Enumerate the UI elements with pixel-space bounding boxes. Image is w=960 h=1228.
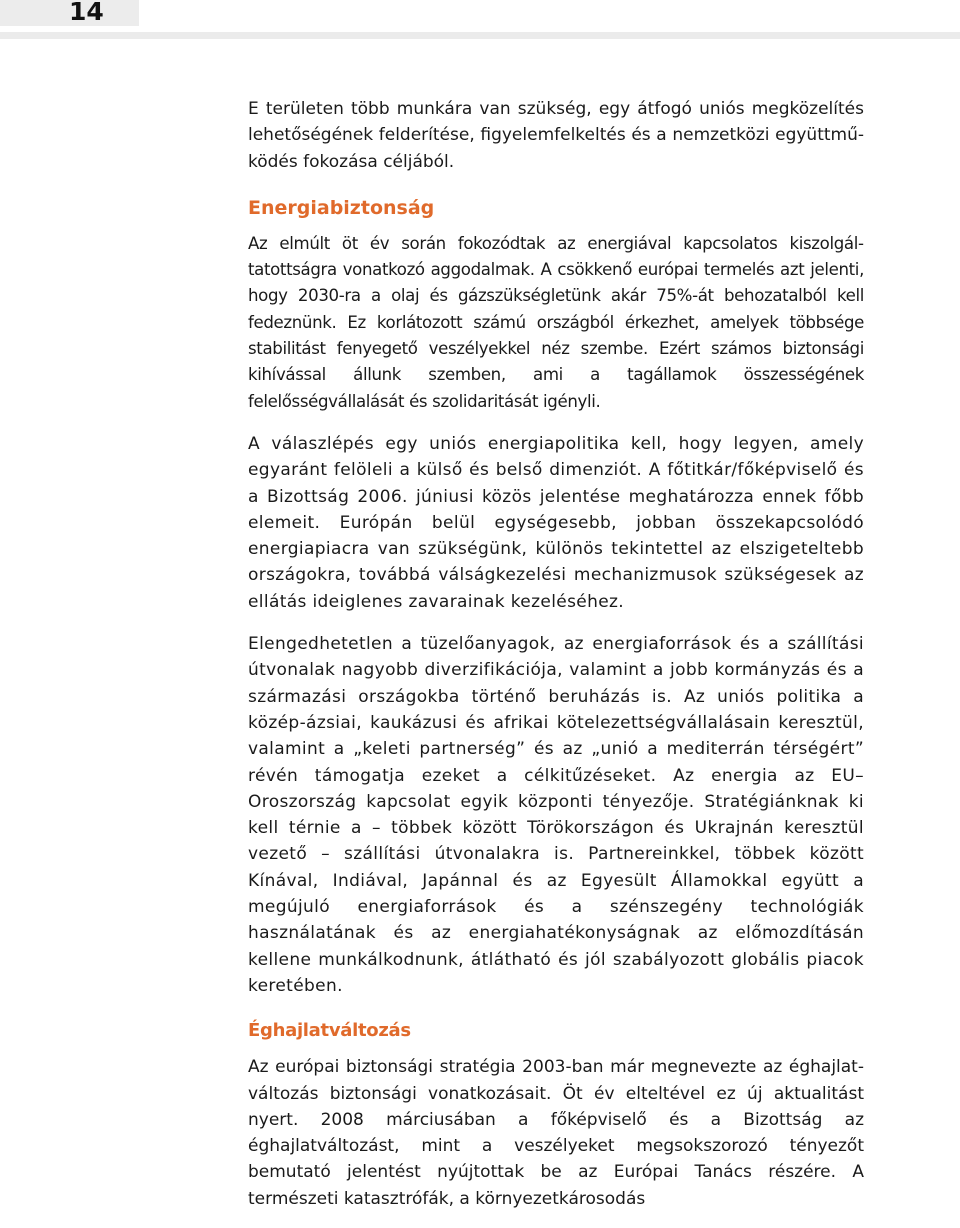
page-body bbox=[248, 96, 864, 1228]
climate-change-heading: Éghajlatváltozás bbox=[248, 1020, 411, 1042]
header-rule bbox=[0, 32, 960, 39]
energy-paragraph-1: Az elmúlt öt év során fokozódtak az energiával kapcsolatos kiszolgáltatottságra vonatkozó aggodalmak. A csökkenő európai termelés azt jelenti, hogy 2030-ra a olaj és gázszükségletünk akár 75%-át behozatalból kell fedeznünk. Ez korlátozott számú országból érkezhet, amelyek többsége stabilitást fenyegető veszélyekkel néz szembe. Ezért számos biztonsági kihívással állunk szemben, ami a tagállamok összességének felelősségvállalását és szolidaritását igényli. bbox=[248, 233, 864, 411]
page-number: 14 bbox=[69, 0, 104, 26]
energy-paragraph-2: A válaszlépés egy uniós energiapolitika kell, hogy legyen, amely egyaránt felöleli a külső és belső dimenziót. A főtitkár/főképviselő és a Bizottság 2006. júniusi közös jelentése meghatározza ennek főbb elemeit. Európán belül egységesebb, jobban összekapcsolódó energiapiacra van szükségünk, különös tekintettel az elszigeteltebb országokra, továbbá válságkezelési mechanizmusok szükségesek az ellátás ideiglenes zavarainak kezeléséhez. bbox=[248, 433, 864, 612]
page-number-box bbox=[0, 0, 139, 26]
climate-paragraph-1: Az európai biztonsági stratégia 2003-ban már megnevezte az éghajlatváltozás biztonsági vonatkozásait. Öt év elteltével ez új aktualitást nyert. 2008 márciusában a főképviselő és a Bizottság az éghajlatváltozást, mint a veszélyeket megsokszorozó tényezőt bemutató jelentést nyújtottak be az Európai Tanács részére. A természeti katasztrófák, a környezetkárosodás bbox=[248, 1057, 864, 1209]
intro-paragraph: E területen több munkára van szükség, egy átfogó uniós megközelítés lehetőségének felderítése, figyelemfelkeltés és a nemzetközi együttműködés fokozása céljából. bbox=[248, 99, 864, 172]
energy-security-heading: Energiabiztonság bbox=[248, 196, 435, 219]
energy-paragraph-3: Elengedhetetlen a tüzelőanyagok, az energiaforrások és a szállítási útvonalak nagyobb diverzifikációja, valamint a jobb kormányzás és a származási országokba történő beruházás is. Az uniós politika a közép-ázsiai, kaukázusi és afrikai kötelezettségvállalásain keresztül, valamint a „keleti partnerség” és az „unió a mediterrán térségért” révén támogatja ezeket a célkitűzéseket. Az energia az EU–Oroszország kapcsolat egyik központi tényezője. Stratégiánknak ki kell térnie a – többek között Törökországon és Ukrajnán keresztül vezető – szállítási útvonalakra is. Partnereinkkel, többek között Kínával, Indiával, Japánnal és az Egyesült Államokkal együtt a megújuló energiaforrások és a szénszegény technológiák használatának és az energiahatékonyságnak az előmozdításán kellene munkálkodnunk, átlátható és jól szabályozott globális piacok keretében. bbox=[248, 634, 864, 996]
